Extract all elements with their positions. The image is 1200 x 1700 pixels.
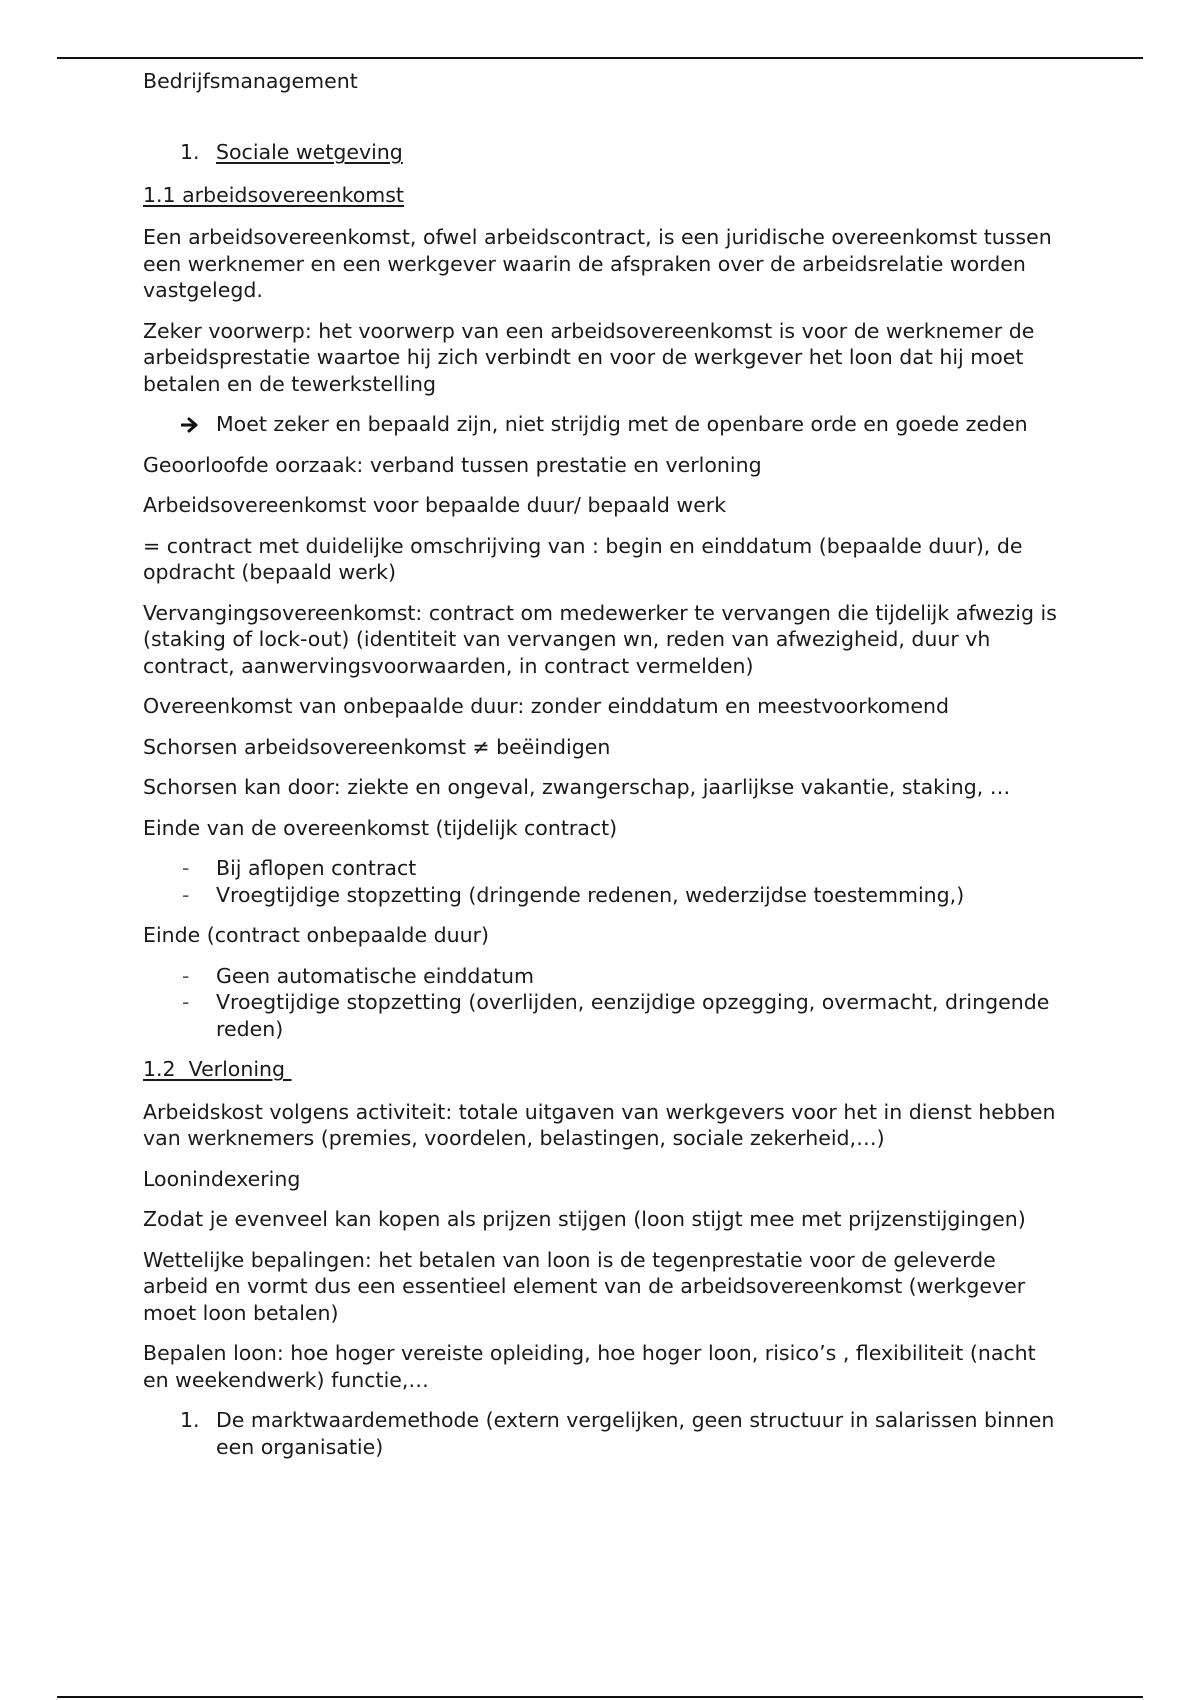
list-marker: - [182,990,190,1014]
paragraph-oorzaak: Geoorloofde oorzaak: verband tussen prestatie en verloning [143,452,762,477]
section-heading [143,139,1063,166]
paragraph-schorsen-door: Schorsen kan door: ziekte en ongeval, zwangerschap, jaarlijkse vakantie, staking, … [143,775,1011,799]
paragraph-onbepaalde-duur: Overeenkomst van onbepaalde duur: zonder einddatum en meestvoorkomend [143,694,950,718]
subsection-heading-1-2: 1.2 Verloning [143,1057,292,1081]
document-page [143,68,1063,1474]
list-item-text: Vroegtijdige stopzetting (dringende redenen, wederzijdse toestemming,) [216,882,965,907]
list-item [143,855,1063,882]
paragraph-prijzen: Zodat je evenveel kan kopen als prijzen stijgen (loon stijgt mee met prijzenstijgingen) [143,1207,1026,1231]
list-marker: - [182,856,190,880]
list-item-text: Geen automatische einddatum [216,963,534,988]
paragraph-bepalen-loon: Bepalen loon: hoe hoger vereiste opleiding, hoe hoger loon, risico’s , flexibiliteit (nacht en weekendwerk) functie,… [143,1341,1036,1392]
list-item [143,411,1063,438]
list-item [143,963,1063,990]
list-item-text: Bij aflopen contract [216,856,417,880]
section-title: Sociale wetgeving [216,140,403,164]
paragraph-schorsen: Schorsen arbeidsovereenkomst ≠ beëindigen [143,734,611,759]
paragraph-vervanging: Vervangingsovereenkomst: contract om medewerker te vervangen die tijdelijk afwezig is (staking of lock-out) (identiteit van vervangen wn, reden van afwezigheid, duur vh contract, aanwervingsvoorwaarden, in contract vermelden) [143,600,1057,678]
paragraph-definition: Een arbeidsovereenkomst, ofwel arbeidscontract, is een juridische overeenkomst tussen een werknemer en een werkgever waarin de afspraken over de arbeidsrelatie worden vastgelegd. [143,225,1052,302]
paragraph-wettelijk: Wettelijke bepalingen: het betalen van loon is de tegenprestatie voor de geleverde arbeid en vormt dus een essentieel element van de arbeidsovereenkomst (werkgever moet loon betalen) [143,1247,1026,1325]
paragraph-arbeidskost: Arbeidskost volgens activiteit: totale uitgaven van werkgevers voor het in dienst hebben van werknemers (premies, voordelen, belastingen, sociale zekerheid,…) [143,1099,1056,1150]
list-item-text: De marktwaardemethode (extern vergelijken, geen structuur in salarissen binnen een organisatie) [216,1408,1055,1459]
paragraph-loonindexering: Loonindexering [143,1166,301,1191]
list-marker: - [182,882,190,907]
dash-list-onbepaald [143,963,1063,1043]
arrow-list [143,411,1063,438]
header-rule [57,57,1143,59]
list-number: 1. [180,1408,200,1432]
subsection-heading-1-1: 1.1 arbeidsovereenkomst [143,182,404,207]
list-item-text: Moet zeker en bepaald zijn, niet strijdig met de openbare orde en goede zeden [216,412,1028,436]
paragraph-bepaalde-duur: Arbeidsovereenkomst voor bepaalde duur/ bepaald werk [143,493,727,517]
list-item [143,882,1063,909]
numbered-list-methods [143,1407,1063,1460]
paragraph-contract-omschrijving: = contract met duidelijke omschrijving van : begin en einddatum (bepaalde duur), de opdracht (bepaald werk) [143,533,1023,584]
paragraph-zeker-voorwerp: Zeker voorwerp: het voorwerp van een arbeidsovereenkomst is voor de werknemer de arbeidsprestatie waartoe hij zich verbindt en voor de werkgever het loon dat hij moet betalen en de tewerkstelling [143,318,1035,396]
right-arrow-icon [181,411,199,433]
list-item-text: Vroegtijdige stopzetting (overlijden, eenzijdige opzegging, overmacht, dringende reden) [216,990,1050,1041]
paragraph-einde-tijdelijk: Einde van de overeenkomst (tijdelijk contract) [143,815,618,840]
list-item [143,989,1063,1042]
section-number: 1. [180,140,200,164]
list-marker: - [182,963,190,988]
list-item [143,1407,1063,1460]
footer-rule [57,1696,1143,1698]
page-header-title: Bedrijfsmanagement [143,69,358,93]
dash-list-tijdelijk [143,855,1063,908]
paragraph-einde-onbepaald: Einde (contract onbepaalde duur) [143,923,489,947]
